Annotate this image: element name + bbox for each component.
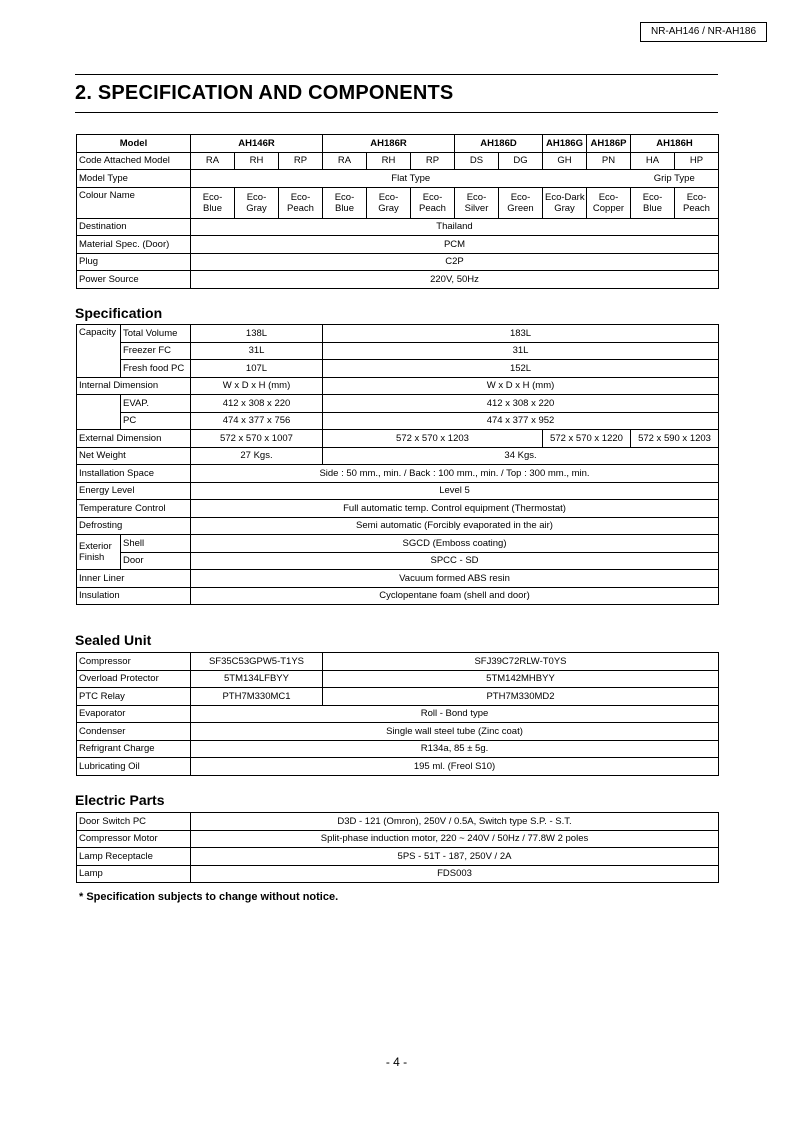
door-switch-row bbox=[77, 813, 719, 831]
compressor-motor-row bbox=[77, 830, 719, 848]
door-switch-value: D3D - 121 (Omron), 250V / 0.5A, Switch type S.P. - S.T. bbox=[191, 813, 719, 831]
code-cell: DG bbox=[499, 152, 543, 170]
model-reference-box: NR-AH146 / NR-AH186 bbox=[640, 22, 767, 42]
model-header: AH186H bbox=[631, 135, 719, 153]
sealed-unit-title: Sealed Unit bbox=[75, 632, 152, 648]
temperature-value: Full automatic temp. Control equipment (Thermostat) bbox=[191, 500, 719, 518]
door-row bbox=[77, 552, 719, 570]
fresh-food-value: 107L bbox=[191, 360, 323, 378]
door-label: Door bbox=[121, 552, 191, 570]
code-label: Code Attached Model bbox=[77, 152, 191, 170]
shell-label: Shell bbox=[121, 535, 191, 553]
shell-row bbox=[77, 535, 719, 553]
colour-cell: Eco-Dark Gray bbox=[543, 187, 587, 218]
external-dimension-value: 572 x 570 x 1220 bbox=[543, 430, 631, 448]
colour-cell: Eco- Gray bbox=[235, 187, 279, 218]
lamp-receptacle-label: Lamp Receptacle bbox=[77, 848, 191, 866]
plug-value: C2P bbox=[191, 253, 719, 271]
pc-value: 474 x 377 x 756 bbox=[191, 412, 323, 430]
colour-cell: Eco- Silver bbox=[455, 187, 499, 218]
evap-row bbox=[77, 395, 719, 413]
internal-dimension-value: W x D x H (mm) bbox=[323, 377, 719, 395]
door-value: SPCC - SD bbox=[191, 552, 719, 570]
refrigerant-value: R134a, 85 ± 5g. bbox=[191, 740, 719, 758]
code-cell: RH bbox=[235, 152, 279, 170]
freezer-row bbox=[77, 342, 719, 360]
model-row bbox=[77, 135, 719, 153]
pc-label: PC bbox=[121, 412, 191, 430]
freezer-value: 31L bbox=[323, 342, 719, 360]
colour-cell: Eco- Green bbox=[499, 187, 543, 218]
evaporator-row bbox=[77, 705, 719, 723]
installation-label: Installation Space bbox=[77, 465, 191, 483]
compressor-motor-label: Compressor Motor bbox=[77, 830, 191, 848]
net-weight-row bbox=[77, 447, 719, 465]
defrosting-label: Defrosting bbox=[77, 517, 191, 535]
refrigerant-row bbox=[77, 740, 719, 758]
code-cell: RP bbox=[411, 152, 455, 170]
inner-liner-value: Vacuum formed ABS resin bbox=[191, 570, 719, 588]
colour-cell: Eco- Blue bbox=[631, 187, 675, 218]
oil-value: 195 ml. (Freol S10) bbox=[191, 758, 719, 776]
installation-value: Side : 50 mm., min. / Back : 100 mm., min. / Top : 300 mm., min. bbox=[191, 465, 719, 483]
energy-value: Level 5 bbox=[191, 482, 719, 500]
code-cell: RA bbox=[323, 152, 367, 170]
overload-value: 5TM134LFBYY bbox=[191, 670, 323, 688]
model-header: AH186D bbox=[455, 135, 543, 153]
code-cell: PN bbox=[587, 152, 631, 170]
colour-cell: Eco- Blue bbox=[323, 187, 367, 218]
colour-cell: Eco- Peach bbox=[411, 187, 455, 218]
oil-row bbox=[77, 758, 719, 776]
material-value: PCM bbox=[191, 236, 719, 254]
external-dimension-row bbox=[77, 430, 719, 448]
evap-value: 412 x 308 x 220 bbox=[323, 395, 719, 413]
freezer-value: 31L bbox=[191, 342, 323, 360]
fresh-food-label: Fresh food PC bbox=[121, 360, 191, 378]
code-cell: GH bbox=[543, 152, 587, 170]
destination-value: Thailand bbox=[191, 218, 719, 236]
insulation-row bbox=[77, 587, 719, 605]
lamp-value: FDS003 bbox=[191, 865, 719, 883]
defrosting-row bbox=[77, 517, 719, 535]
colour-label: Colour Name bbox=[77, 187, 191, 218]
specification-title: Specification bbox=[75, 305, 163, 321]
oil-label: Lubricating Oil bbox=[77, 758, 191, 776]
internal-dimension-row bbox=[77, 377, 719, 395]
defrosting-value: Semi automatic (Forcibly evaporated in the air) bbox=[191, 517, 719, 535]
footnote: * Specification subjects to change without notice. bbox=[79, 891, 339, 903]
power-row bbox=[77, 271, 719, 289]
temperature-row bbox=[77, 500, 719, 518]
fresh-food-row bbox=[77, 360, 719, 378]
compressor-label: Compressor bbox=[77, 653, 191, 671]
ptc-relay-value: PTH7M330MD2 bbox=[323, 688, 719, 706]
condenser-label: Condenser bbox=[77, 723, 191, 741]
external-dimension-value: 572 x 570 x 1203 bbox=[323, 430, 543, 448]
ptc-relay-value: PTH7M330MC1 bbox=[191, 688, 323, 706]
fresh-food-value: 152L bbox=[323, 360, 719, 378]
plug-label: Plug bbox=[77, 253, 191, 271]
model-type-row bbox=[77, 170, 719, 188]
compressor-value: SFJ39C72RLW-T0YS bbox=[323, 653, 719, 671]
shell-value: SGCD (Emboss coating) bbox=[191, 535, 719, 553]
internal-dimension-value: W x D x H (mm) bbox=[191, 377, 323, 395]
external-dimension-value: 572 x 570 x 1007 bbox=[191, 430, 323, 448]
ptc-relay-label: PTC Relay bbox=[77, 688, 191, 706]
colour-cell: Eco- Copper bbox=[587, 187, 631, 218]
total-volume-label: Total Volume bbox=[121, 325, 191, 343]
inner-liner-row bbox=[77, 570, 719, 588]
electric-parts-title: Electric Parts bbox=[75, 792, 165, 808]
sealed-unit-table bbox=[76, 652, 719, 776]
door-switch-label: Door Switch PC bbox=[77, 813, 191, 831]
overload-row bbox=[77, 670, 719, 688]
energy-row bbox=[77, 482, 719, 500]
condenser-value: Single wall steel tube (Zinc coat) bbox=[191, 723, 719, 741]
insulation-value: Cyclopentane foam (shell and door) bbox=[191, 587, 719, 605]
ptc-relay-row bbox=[77, 688, 719, 706]
pc-value: 474 x 377 x 952 bbox=[323, 412, 719, 430]
plug-row bbox=[77, 253, 719, 271]
compressor-row bbox=[77, 653, 719, 671]
compressor-motor-value: Split-phase induction motor, 220 ~ 240V / 50Hz / 77.8W 2 poles bbox=[191, 830, 719, 848]
model-header: AH186R bbox=[323, 135, 455, 153]
code-row bbox=[77, 152, 719, 170]
code-cell: DS bbox=[455, 152, 499, 170]
specification-table bbox=[76, 324, 719, 605]
title-top-rule bbox=[75, 74, 718, 75]
flat-type-value: Flat Type bbox=[191, 170, 631, 188]
colour-cell: Eco- Gray bbox=[367, 187, 411, 218]
colour-cell: Eco- Peach bbox=[675, 187, 719, 218]
power-label: Power Source bbox=[77, 271, 191, 289]
material-row bbox=[77, 236, 719, 254]
lamp-receptacle-row bbox=[77, 848, 719, 866]
general-table bbox=[76, 134, 719, 289]
temperature-label: Temperature Control bbox=[77, 500, 191, 518]
overload-label: Overload Protector bbox=[77, 670, 191, 688]
destination-label: Destination bbox=[77, 218, 191, 236]
material-label: Material Spec. (Door) bbox=[77, 236, 191, 254]
colour-cell: Eco- Peach bbox=[279, 187, 323, 218]
code-cell: RP bbox=[279, 152, 323, 170]
evaporator-label: Evaporator bbox=[77, 705, 191, 723]
external-dimension-label: External Dimension bbox=[77, 430, 191, 448]
colour-row bbox=[77, 187, 719, 218]
page-title: 2. SPECIFICATION AND COMPONENTS bbox=[75, 82, 454, 104]
code-cell: RA bbox=[191, 152, 235, 170]
electric-parts-table bbox=[76, 812, 719, 883]
power-value: 220V, 50Hz bbox=[191, 271, 719, 289]
total-volume-row bbox=[77, 325, 719, 343]
installation-row bbox=[77, 465, 719, 483]
evaporator-value: Roll - Bond type bbox=[191, 705, 719, 723]
net-weight-label: Net Weight bbox=[77, 447, 191, 465]
internal-dimension-indent bbox=[77, 395, 121, 430]
code-cell: RH bbox=[367, 152, 411, 170]
code-cell: HA bbox=[631, 152, 675, 170]
evap-value: 412 x 308 x 220 bbox=[191, 395, 323, 413]
capacity-label: Capacity bbox=[77, 325, 121, 378]
model-header: AH186P bbox=[587, 135, 631, 153]
model-header: AH186G bbox=[543, 135, 587, 153]
condenser-row bbox=[77, 723, 719, 741]
lamp-label: Lamp bbox=[77, 865, 191, 883]
lamp-receptacle-value: 5PS - 51T - 187, 250V / 2A bbox=[191, 848, 719, 866]
insulation-label: Insulation bbox=[77, 587, 191, 605]
inner-liner-label: Inner Liner bbox=[77, 570, 191, 588]
model-header: AH146R bbox=[191, 135, 323, 153]
pc-row bbox=[77, 412, 719, 430]
external-dimension-value: 572 x 590 x 1203 bbox=[631, 430, 719, 448]
freezer-label: Freezer FC bbox=[121, 342, 191, 360]
model-label: Model bbox=[77, 135, 191, 153]
evap-label: EVAP. bbox=[121, 395, 191, 413]
internal-dimension-label: Internal Dimension bbox=[77, 377, 191, 395]
overload-value: 5TM142MHBYY bbox=[323, 670, 719, 688]
net-weight-value: 27 Kgs. bbox=[191, 447, 323, 465]
grip-type-value: Grip Type bbox=[631, 170, 719, 188]
colour-cell: Eco- Blue bbox=[191, 187, 235, 218]
page-number: - 4 - bbox=[385, 1055, 408, 1069]
total-volume-value: 183L bbox=[323, 325, 719, 343]
total-volume-value: 138L bbox=[191, 325, 323, 343]
lamp-row bbox=[77, 865, 719, 883]
destination-row bbox=[77, 218, 719, 236]
energy-label: Energy Level bbox=[77, 482, 191, 500]
compressor-value: SF35C53GPW5-T1YS bbox=[191, 653, 323, 671]
title-bottom-rule bbox=[75, 112, 718, 113]
code-cell: HP bbox=[675, 152, 719, 170]
refrigerant-label: Refrigrant Charge bbox=[77, 740, 191, 758]
model-type-label: Model Type bbox=[77, 170, 191, 188]
net-weight-value: 34 Kgs. bbox=[323, 447, 719, 465]
exterior-finish-label: Exterior Finish bbox=[77, 535, 121, 570]
